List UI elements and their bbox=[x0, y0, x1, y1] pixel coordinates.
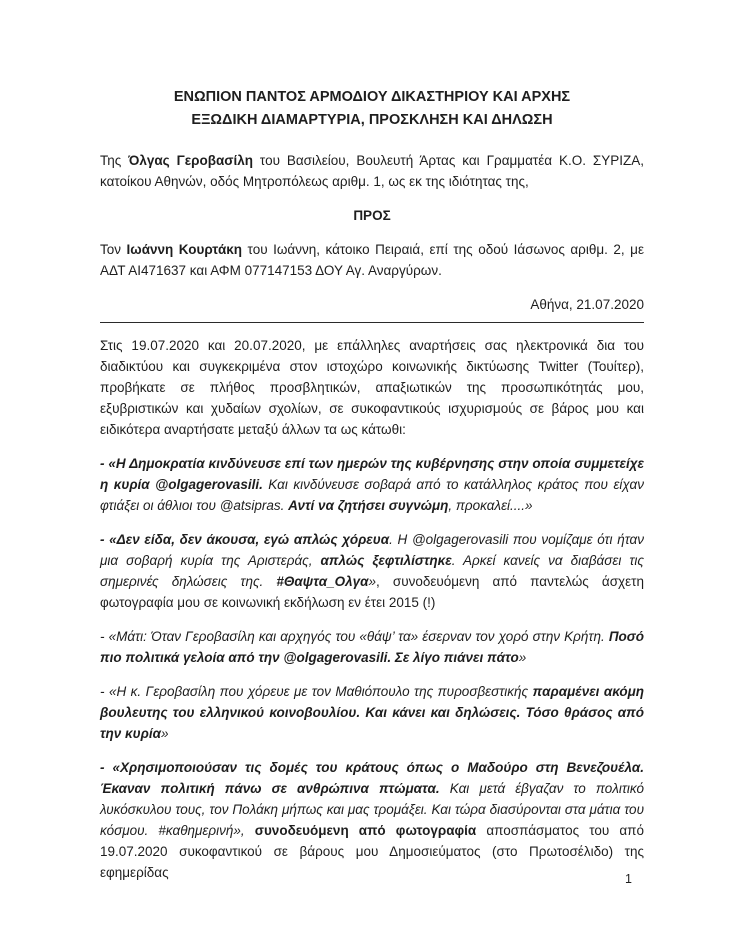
quote-run: , προκαλεί....» bbox=[448, 498, 533, 513]
quote-run: Αντί να ζητήσει συγνώμη bbox=[288, 498, 449, 513]
sender-name: Όλγας Γεροβασίλη bbox=[128, 153, 253, 168]
quote-run: παραμένει ακόμη βουλευτης του ελληνικού κοινοβουλίου. Και κάνει και δηλώσεις. Τόσο θράσος από την κυρία bbox=[100, 684, 644, 741]
quote-run: - «Χρησιμοποιούσαν τις δομές του κράτους όπως ο Μαδούρο στη Βενεζουέλα. Έκαναν πολιτική πάνω σε ανθρώπινα πτώματα. bbox=[100, 760, 644, 796]
quote-run: » bbox=[160, 726, 169, 741]
quote-run: Και κινδύνευσε σοβαρά από το κατάλληλος κράτος που είχαν φτιάξει οι άθλιοι του @atsipras. bbox=[100, 477, 644, 513]
addressee-heading: ΠΡΟΣ bbox=[353, 208, 391, 223]
quote-run: αποσπάσματος του από 19.07.2020 συκοφαντικού σε βάρους μου Δημοσιεύματος (στο Πρωτοσέλιδο) της εφημερίδας bbox=[100, 823, 644, 880]
quote-run: - «Η Δημοκρατία κινδύνευσε επί των ημερών της κυβέρνησης στην οποία συμμετείχε η κυρία @olgagerovasili. bbox=[100, 456, 644, 492]
quote-run: #Θαψτα_Ολγα bbox=[276, 574, 369, 589]
horizontal-divider bbox=[100, 322, 644, 323]
quote-run: , συνοδευόμενη από παντελώς άσχετη φωτογραφία μου σε κοινωνική εκδήλωση εν έτει 2015 (!) bbox=[100, 574, 644, 610]
quote-paragraph-2 bbox=[100, 529, 644, 613]
quote-run: . Αρκεί κανείς να διαβάσει τις σημερινές δηλώσεις της. bbox=[100, 553, 644, 589]
quote-run: - «Μάτι: Όταν Γεροβασίλη και αρχηγός του «θάψ’ τα» έσερναν τον χορό στην Κρήτη. bbox=[100, 629, 609, 644]
quote-paragraph-1 bbox=[100, 453, 644, 516]
sender-prefix: Της bbox=[100, 153, 129, 168]
quote-run: - «Δεν είδα, δεν άκουσα, εγώ απλώς χόρευα bbox=[100, 532, 390, 547]
quote-run: » bbox=[518, 650, 527, 665]
quote-paragraph-5 bbox=[100, 757, 644, 883]
sender-details: του Βασιλείου, Βουλευτή Άρτας και Γραμματέα Κ.Ο. ΣΥΡΙΖΑ, κατοίκου Αθηνών, οδός Μητροπόλεως αριθμ. 1, ως εκ της ιδιότητας της, bbox=[100, 153, 644, 189]
dateline: Αθήνα, 21.07.2020 bbox=[530, 297, 644, 312]
quote-run: Ποσό πιο πολιτικά γελοία από την @olgagerovasili. Σε λίγο πιάνει πάτο bbox=[100, 629, 644, 665]
intro-paragraph: Στις 19.07.2020 και 20.07.2020, με επάλληλες αναρτήσεις σας ηλεκτρονικά δια του διαδικτύου και συγκεκριμένα στον ιστοχώρο κοινωνικής δικτύωσης Twitter (Τουίτερ), προβήκατε σε πλήθος προσβλητικών, απαξιωτικών της προσωπικότητάς μου, εξυβριστικών και χυδαίων σχολίων, σε συκοφαντικούς ισχυρισμούς σε βάρος μου και ειδικότερα αναρτήσατε μεταξύ άλλων τα ως κάτωθι: bbox=[100, 338, 644, 437]
quote-run: συνοδευόμενη από φωτογραφία bbox=[244, 823, 487, 838]
title-line-1: ΕΝΩΠΙΟΝ ΠΑΝΤΟΣ ΑΡΜΟΔΙΟΥ ΔΙΚΑΣΤΗΡΙΟΥ ΚΑΙ ΑΡΧΗΣ bbox=[173, 89, 571, 105]
quote-run: » bbox=[368, 574, 377, 589]
page-number: 1 bbox=[625, 872, 632, 886]
quote-paragraph-3 bbox=[100, 626, 644, 668]
quote-run: . Η @olgagerovasili που νομίζαμε ότι ήταν μια σοβαρή κυρία της Αριστεράς, bbox=[100, 532, 644, 568]
quote-run: - «Η κ. Γεροβασίλη που χόρευε με τον Μαθιόπουλο της πυροσβεστικής bbox=[100, 684, 533, 699]
recipient-prefix: Τον bbox=[100, 242, 127, 257]
recipient-name: Ιωάννη Κουρτάκη bbox=[126, 242, 243, 257]
recipient-paragraph bbox=[100, 239, 644, 281]
quote-run: απλώς ξεφτιλίστηκε bbox=[320, 553, 452, 568]
recipient-details: του Ιωάννη, κάτοικο Πειραιά, επί της οδού Ιάσωνος αριθμ. 2, με ΑΔΤ ΑΙ471637 και ΑΦΜ 077147153 ΔΟΥ Αγ. Αναργύρων. bbox=[100, 242, 644, 278]
quote-paragraph-4 bbox=[100, 681, 644, 744]
document-title bbox=[100, 86, 644, 132]
title-line-2: ΕΞΩΔΙΚΗ ΔΙΑΜΑΡΤΥΡΙΑ, ΠΡΟΣΚΛΗΣΗ ΚΑΙ ΔΗΛΩΣΗ bbox=[191, 112, 553, 128]
sender-paragraph bbox=[100, 150, 644, 192]
quote-run: Και μετά έβγαζαν το πολιτικό λυκόσκυλου τους, τον Πολάκη μήπως και μας τρομάξει. Και τώρα διασύρονται στα μάτια του κόσμου. #καθημερινή», bbox=[100, 781, 644, 838]
